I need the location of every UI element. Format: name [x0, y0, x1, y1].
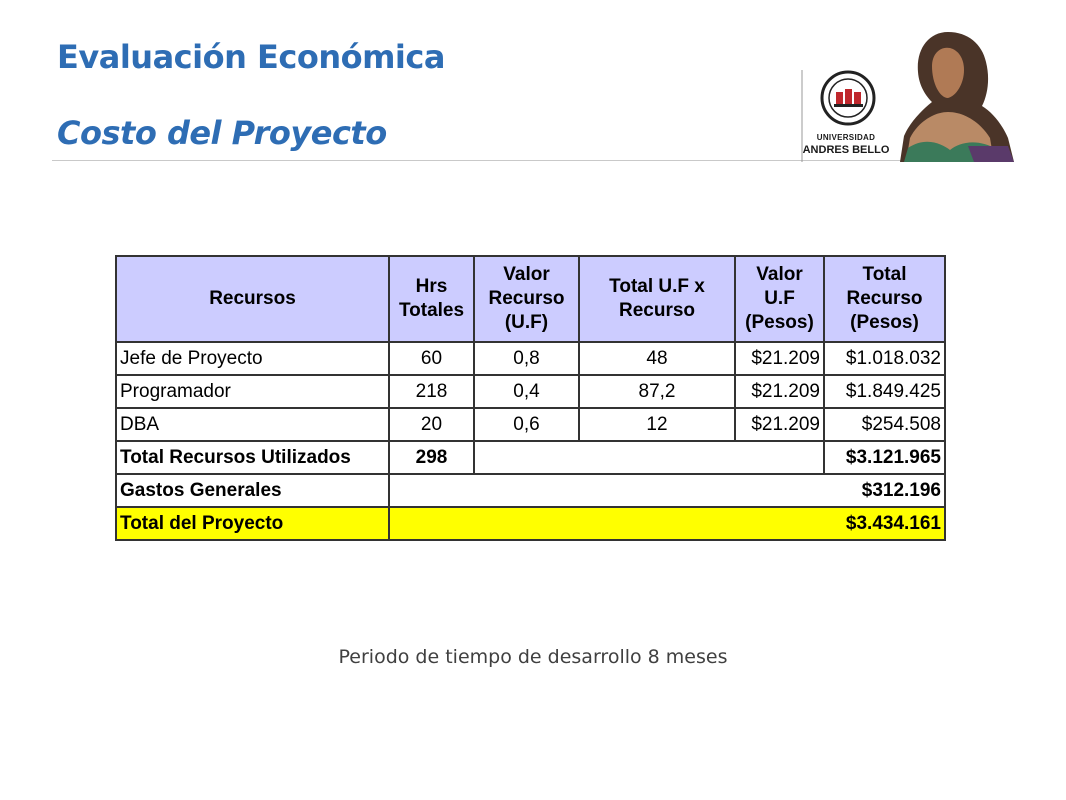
- column-header: Valor U.F (Pesos): [735, 256, 824, 342]
- project-total-row: [116, 507, 945, 540]
- uf-pesos-cell: $21.209: [735, 342, 824, 375]
- total-resources-label: Total Recursos Utilizados: [116, 441, 389, 474]
- hours-cell: 218: [389, 375, 474, 408]
- table-row: [116, 375, 945, 408]
- hours-cell: 20: [389, 408, 474, 441]
- logo-text-line1: UNIVERSIDAD: [816, 133, 876, 142]
- total-resources-row: [116, 441, 945, 474]
- resource-name: DBA: [116, 408, 389, 441]
- table-row: [116, 342, 945, 375]
- university-seal-icon: [822, 72, 874, 124]
- overhead-label: Gastos Generales: [116, 474, 389, 507]
- total-pesos-cell: $1.849.425: [824, 375, 945, 408]
- table-row: [116, 408, 945, 441]
- uf-pesos-cell: $21.209: [735, 408, 824, 441]
- total-pesos-cell: $1.018.032: [824, 342, 945, 375]
- project-total-pesos: $3.434.161: [389, 507, 945, 540]
- total-hours-cell: 298: [389, 441, 474, 474]
- uf-value-cell: 0,4: [474, 375, 579, 408]
- overhead-row: [116, 474, 945, 507]
- uf-value-cell: 0,8: [474, 342, 579, 375]
- page-title: Evaluación Económica: [57, 38, 445, 76]
- logo-text-line2: ANDRES BELLO: [802, 144, 890, 156]
- column-header: Recursos: [116, 256, 389, 342]
- development-period-note: Periodo de tiempo de desarrollo 8 meses: [338, 646, 728, 668]
- column-header: Valor Recurso (U.F): [474, 256, 579, 342]
- empty-cell: [474, 441, 824, 474]
- column-header: Hrs Totales: [389, 256, 474, 342]
- column-header: Total Recurso (Pesos): [824, 256, 945, 342]
- uf-total-cell: 12: [579, 408, 735, 441]
- uf-pesos-cell: $21.209: [735, 375, 824, 408]
- uf-value-cell: 0,6: [474, 408, 579, 441]
- resource-name: Programador: [116, 375, 389, 408]
- total-pesos-cell: $254.508: [824, 408, 945, 441]
- figurehead-statue-icon: [900, 32, 1014, 162]
- overhead-pesos: $312.196: [389, 474, 945, 507]
- uf-total-cell: 87,2: [579, 375, 735, 408]
- hours-cell: 60: [389, 342, 474, 375]
- page-subtitle: Costo del Proyecto: [57, 114, 387, 152]
- cost-table: [115, 255, 946, 541]
- project-total-label: Total del Proyecto: [116, 507, 389, 540]
- uf-total-cell: 48: [579, 342, 735, 375]
- resource-name: Jefe de Proyecto: [116, 342, 389, 375]
- column-header: Total U.F x Recurso: [579, 256, 735, 342]
- total-resources-pesos: $3.121.965: [824, 441, 945, 474]
- table-header-row: [116, 256, 945, 342]
